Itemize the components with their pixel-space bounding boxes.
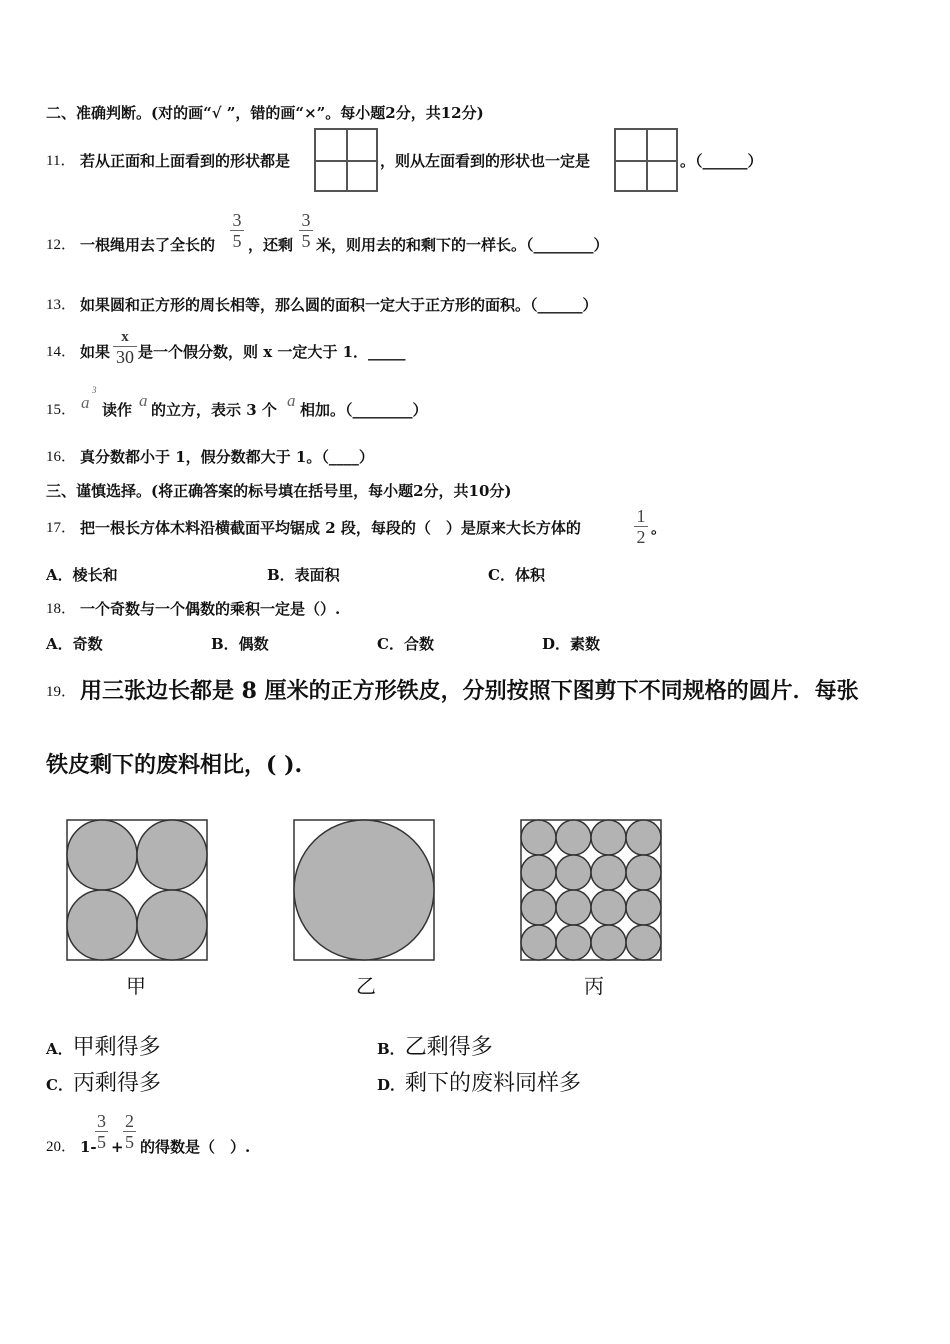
q15-number: 15．: [46, 402, 77, 418]
q19-line-2: 铁皮剩下的废料相比，( ).: [46, 752, 303, 778]
figure-label-yi: 乙: [356, 974, 376, 998]
figure-bing: [521, 820, 661, 960]
q18-option-c[interactable]: C．合数: [377, 635, 434, 653]
section2-heading: 二、准确判断。(对的画“√ ”，错的画“×”。每小题2分，共12分): [46, 104, 484, 122]
q11-text-c: 。（______）: [680, 152, 763, 170]
q18-number: 18．: [46, 601, 77, 617]
figure-label-bing: 丙: [584, 974, 604, 998]
small-circle: [626, 925, 661, 960]
q17-text: 把一根长方体木料沿横截面平均锯成 2 段，每段的（ ）是原来大长方体的: [80, 519, 581, 537]
q12-text-a: 一根绳用去了全长的: [80, 236, 216, 254]
q14-fraction: x 30: [113, 330, 137, 366]
q17-number: 17．: [46, 520, 77, 536]
small-circle: [591, 925, 626, 960]
small-circle: [556, 890, 591, 925]
small-circle: [591, 855, 626, 890]
q11-text-a: 若从正面和上面看到的形状都是: [80, 152, 291, 170]
small-circle: [591, 890, 626, 925]
q12-text-b: ，还剩: [248, 236, 294, 254]
q16-text: 真分数都小于 1，假分数都大于 1。（____）: [80, 448, 374, 466]
q14-number: 14．: [46, 344, 77, 360]
q15-symbol-a: a: [139, 391, 148, 410]
q15-text-b: 的立方，表示 3 个: [151, 401, 277, 419]
q19-option-c[interactable]: C．丙剩得多: [46, 1071, 161, 1096]
q18-text: 一个奇数与一个偶数的乘积一定是（）.: [80, 600, 341, 618]
q18-option-a[interactable]: A．奇数: [46, 635, 103, 653]
q16-number: 16．: [46, 449, 77, 465]
small-circle: [626, 890, 661, 925]
q12-text-c: 米，则用去的和剩下的一样长。（________）: [316, 236, 609, 254]
q18-option-d[interactable]: D．素数: [542, 635, 601, 653]
q15-text-a: 读作: [102, 401, 133, 419]
small-circle: [521, 925, 556, 960]
q12-number: 12．: [46, 237, 77, 253]
q12-fraction-2: 3 5: [299, 211, 313, 250]
small-circle: [521, 890, 556, 925]
q20-fraction-2: 2 5: [125, 1111, 134, 1152]
q15-symbol-a-2: a: [287, 391, 296, 410]
q19-number: 19．: [46, 684, 77, 700]
q13-number: 13．: [46, 297, 77, 313]
small-circle: [556, 855, 591, 890]
q17-option-b[interactable]: B．表面积: [267, 566, 340, 584]
small-circle: [626, 820, 661, 855]
q14-text-a: 如果: [80, 343, 111, 361]
small-circle: [521, 855, 556, 890]
q17-option-c[interactable]: C．体积: [488, 566, 545, 584]
q14-text-b: 是一个假分数，则 x 一定大于 1．_____: [138, 343, 406, 361]
figure-yi: [294, 820, 434, 960]
figure-label-jia: 甲: [126, 974, 146, 998]
circle-disc: [67, 820, 137, 890]
circle-disc: [294, 820, 434, 960]
q20-plus: +: [111, 1138, 124, 1156]
q12-fraction-1: 3 5: [230, 211, 244, 250]
q18-option-b[interactable]: B．偶数: [211, 635, 269, 653]
small-circle: [556, 925, 591, 960]
q15-superscript: 3: [92, 385, 97, 395]
small-circle: [521, 820, 556, 855]
q20-text: 的得数是（ ）.: [140, 1138, 251, 1156]
q19-option-d[interactable]: D．剩下的废料同样多: [377, 1071, 582, 1096]
q17-fraction: 1 2: [634, 507, 648, 546]
q19-option-b[interactable]: B．乙剩得多: [377, 1035, 493, 1060]
q11-text-b: ，则从左面看到的形状也一定是: [380, 152, 591, 170]
grid-square-figure-1: [314, 128, 378, 192]
q15-symbol-a-cubed: a: [81, 393, 90, 412]
q15-text-c: 相加。（________）: [300, 401, 428, 419]
small-circle: [626, 855, 661, 890]
section3-heading: 三、谨慎选择。(将正确答案的标号填在括号里，每小题2分，共10分): [46, 482, 512, 500]
small-circle: [591, 820, 626, 855]
q20-number: 20．: [46, 1139, 77, 1155]
q20-fraction-1: 3 5: [97, 1111, 106, 1152]
circle-disc: [67, 890, 137, 960]
q17-option-a[interactable]: A．棱长和: [46, 566, 118, 584]
figure-jia: [67, 820, 207, 960]
grid-square-figure-2: [614, 128, 678, 192]
circle-disc: [137, 820, 207, 890]
q19-option-a[interactable]: A．甲剩得多: [46, 1035, 161, 1060]
q19-line-1: 用三张边长都是 8 厘米的正方形铁皮，分别按照下图剪下不同规格的圆片．每张: [80, 678, 859, 704]
q11-number: 11．: [46, 153, 76, 169]
q17-text-end: 。: [651, 519, 667, 537]
circle-disc: [137, 890, 207, 960]
q20-prefix: 1-: [80, 1138, 97, 1156]
q13-text: 如果圆和正方形的周长相等，那么圆的面积一定大于正方形的面积。（______）: [80, 296, 598, 314]
small-circle: [556, 820, 591, 855]
